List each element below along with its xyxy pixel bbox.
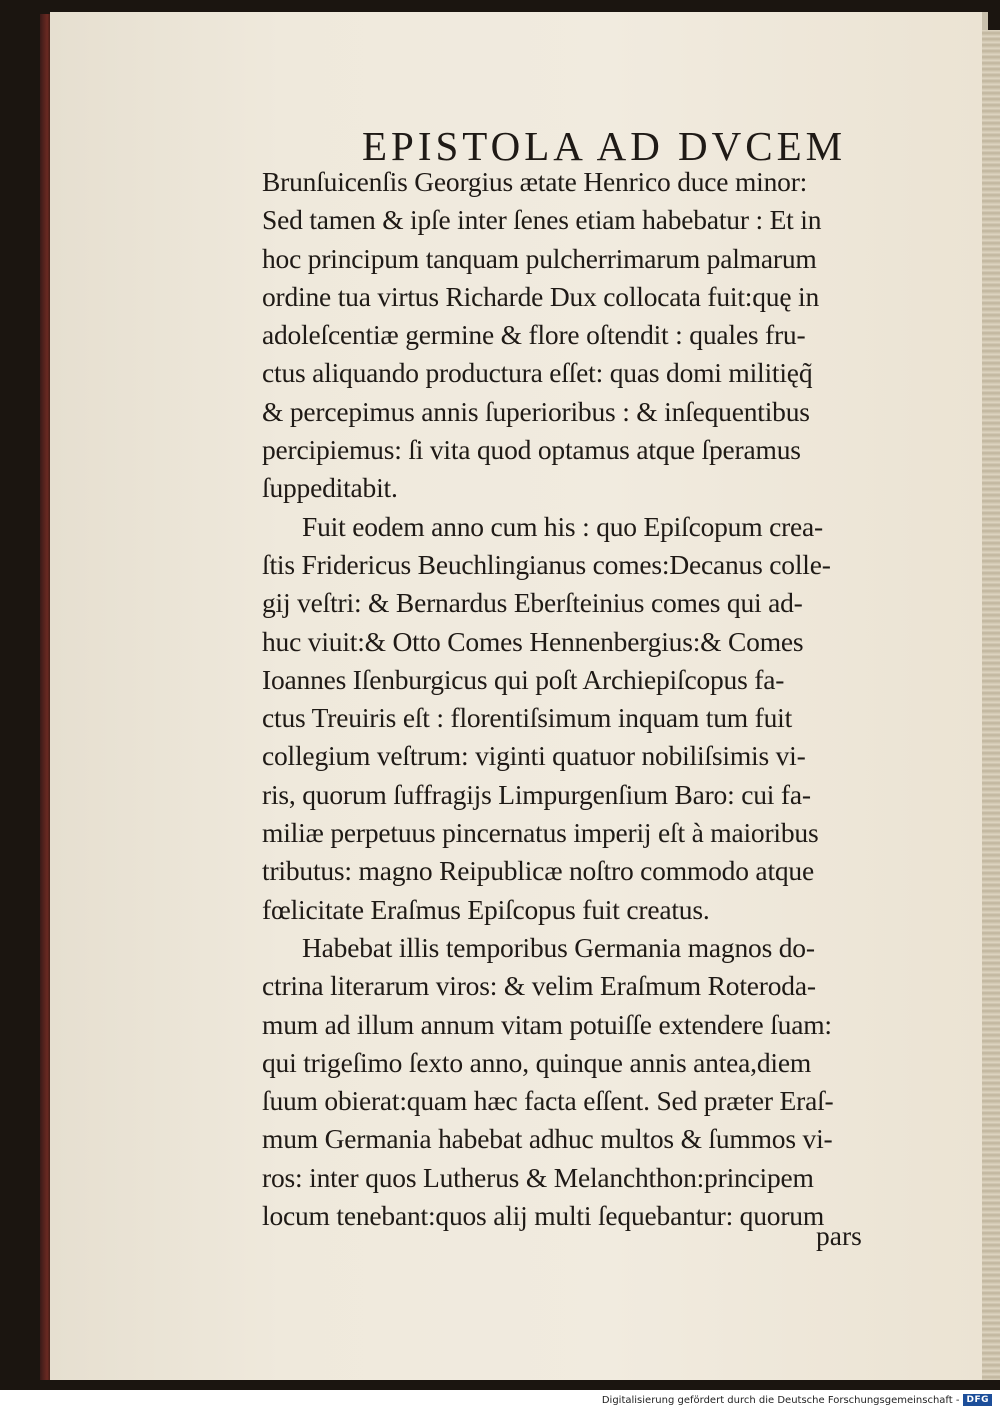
running-header: EPISTOLA AD DVCEM (362, 123, 847, 169)
text-line: ſuppeditabit. (262, 472, 398, 504)
text-line: miliæ perpetuus pincernatus imperij eſt à maioribus (262, 817, 819, 849)
catchword: pars (816, 1220, 862, 1251)
paragraph-start-line: Fuit eodem anno cum his : quo Epiſcopum crea- (302, 510, 824, 542)
text-line: ros: inter quos Lutherus & Melanchthon:principem (262, 1161, 814, 1193)
text-line: collegium veſtrum: viginti quatuor nobiliſsimis vi- (262, 740, 806, 772)
credit-text: Digitalisierung gefördert durch die Deutsche Forschungsgemeinschaft - (601, 1394, 960, 1406)
text-line: locum tenebant:quos alij multi ſequebantur: quorum (262, 1200, 825, 1232)
text-line: percipiemus: ſi vita quod optamus atque ſperamus (262, 434, 801, 466)
text-line: ſtis Fridericus Beuchlingianus comes:Decanus colle- (262, 548, 831, 580)
text-line: ctrina literarum viros: & velim Eraſmum Roteroda- (262, 970, 816, 1002)
text-line: ctus aliquando productura eſſet: quas domi militięq̃ (262, 357, 813, 389)
text-line: hoc principum tanquam pulcherrimarum palmarum (262, 242, 817, 274)
text-line: mum Germania habebat adhuc multos & ſummos vi- (262, 1123, 833, 1155)
text-line: Ioannes Iſenburgicus qui poſt Archiepiſcopus fa- (262, 663, 785, 695)
text-line: & percepimus annis ſuperioribus : & inſequentibus (262, 395, 810, 427)
text-line: fœlicitate Eraſmus Epiſcopus fuit creatus. (262, 893, 710, 925)
paragraph-start-line: Habebat illis temporibus Germania magnos do- (302, 931, 815, 963)
text-line: Brunſuicenſis Georgius ætate Henrico duce minor: (262, 166, 808, 197)
text-line: tributus: magno Reipublicæ noſtro commodo atque (262, 855, 814, 887)
text-line: ris, quorum ſuffragijs Limpurgenſium Baro: cui fa- (262, 778, 811, 810)
text-line: mum ad illum annum vitam potuiſſe extendere ſuam: (262, 1008, 832, 1040)
text-line: ordine tua virtus Richarde Dux collocata fuit:quę in (262, 280, 820, 312)
text-line: ctus Treuiris eſt : florentiſsimum inquam tum fuit (262, 702, 793, 734)
text-line: adoleſcentiæ germine & flore oſtendit : quales fru- (262, 319, 806, 351)
page-fore-edge (982, 30, 1000, 1380)
text-line: gij veſtri: & Bernardus Eberſteinius comes qui ad- (262, 587, 803, 619)
text-line: ſuum obierat:quam hæc facta eſſent. Sed præter Eraſ- (262, 1085, 834, 1117)
text-line: Sed tamen & ipſe inter ſenes etiam habebatur : Et in (262, 204, 822, 236)
text-line: huc viuit:& Otto Comes Hennenbergius:& Comes (262, 625, 804, 657)
text-line: qui trigeſimo ſexto anno, quinque annis antea,diem (262, 1046, 812, 1078)
digitization-credit (602, 1394, 992, 1406)
body-text (262, 163, 962, 1235)
dfg-logo: DFG (963, 1394, 992, 1406)
